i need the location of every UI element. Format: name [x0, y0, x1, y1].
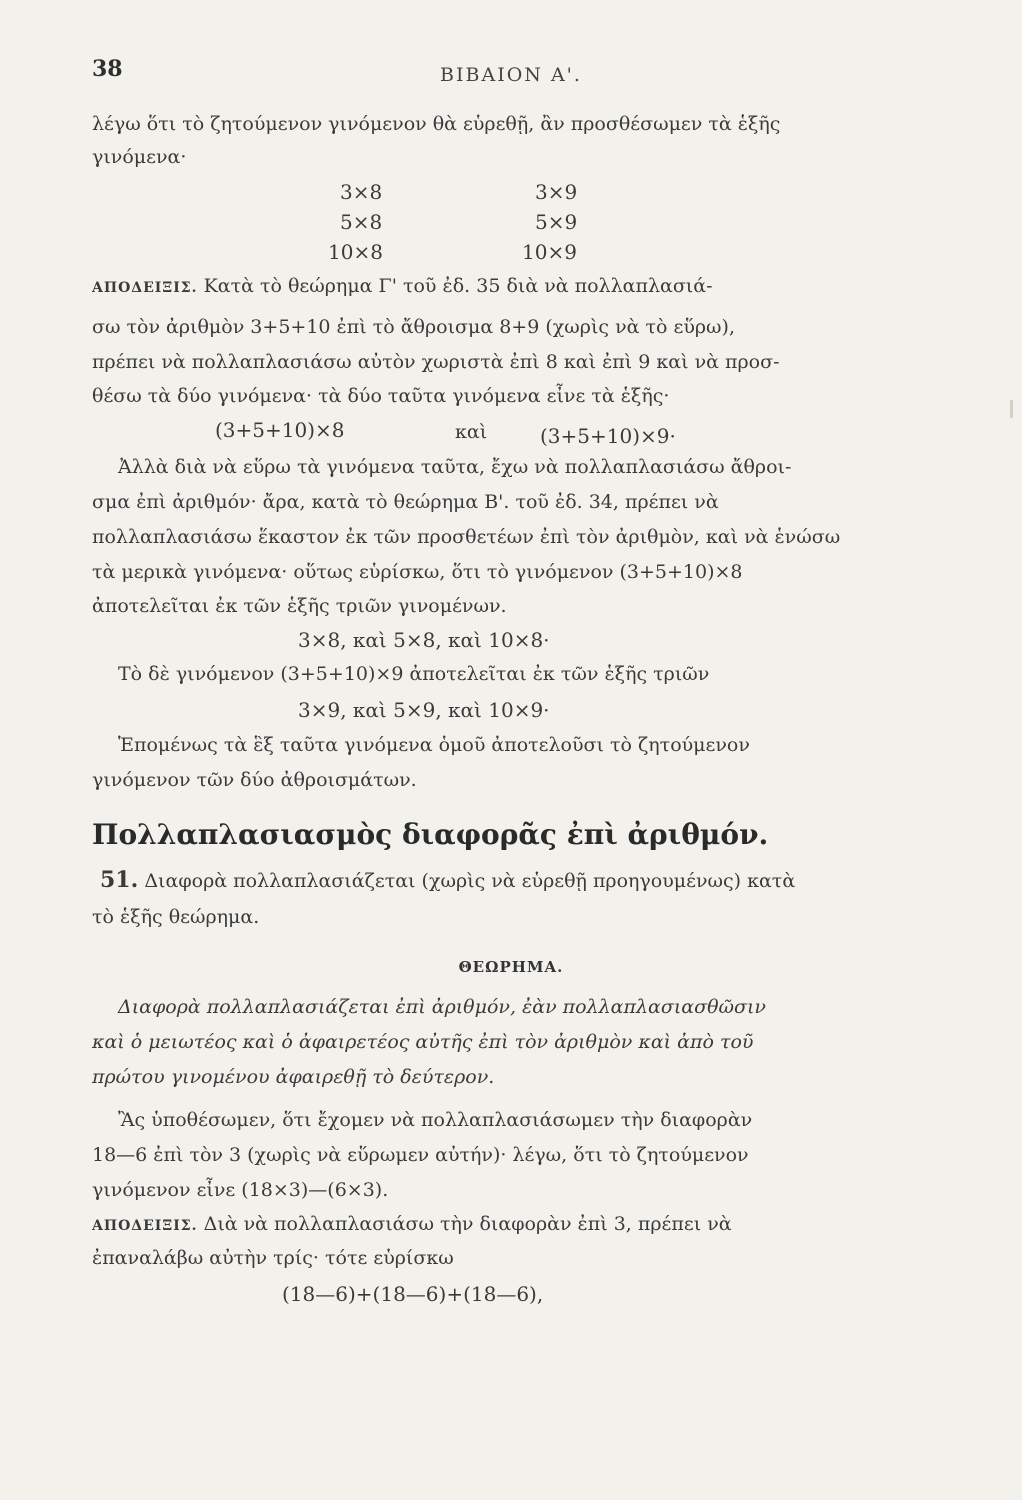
product-3x8: 3×8: [340, 180, 383, 204]
formula-sum-times-8: (3+5+10)×8: [215, 418, 345, 442]
proof-label: ΑΠΟΔΕΙΞΙΣ.: [92, 280, 198, 296]
text-line: σμα ἐπὶ ἀριθμόν· ἄρα, κατὰ τὸ θεώρημα Β'. τοῦ ἐδ. 34, πρέπει νὰ: [92, 491, 719, 513]
running-header: BIBAION A'.: [440, 64, 582, 86]
theorem-title: ΘΕΩΡΗΜΑ.: [458, 958, 564, 976]
product-5x8: 5×8: [340, 210, 383, 234]
theorem-line: πρώτου γινομένου ἀφαιρεθῇ τὸ δεύτερον.: [92, 1066, 495, 1088]
paragraph-51: [100, 868, 795, 893]
text-line: γινόμενον τῶν δύο ἀθροισμάτων.: [92, 769, 417, 791]
text-line: τὸ ἑξῆς θεώρημα.: [92, 906, 260, 928]
theorem-line: Διαφορὰ πολλαπλασιάζεται ἐπὶ ἀριθμόν, ἐὰν πολλαπλασιασθῶσιν: [118, 996, 766, 1018]
formula-products-8: 3×8, καὶ 5×8, καὶ 10×8·: [298, 628, 550, 652]
paragraph-number: 51.: [100, 867, 139, 893]
formula-sum-times-9: (3+5+10)×9·: [540, 424, 676, 448]
formula-products-9: 3×9, καὶ 5×9, καὶ 10×9·: [298, 698, 550, 722]
text-line: πολλαπλασιάσω ἕκαστον ἐκ τῶν προσθετέων ἐπὶ τὸν ἀριθμὸν, καὶ νὰ ἑνώσω: [92, 526, 841, 548]
page-number: 38: [92, 56, 123, 82]
text-line: 18—6 ἐπὶ τὸν 3 (χωρὶς νὰ εὕρωμεν αὐτήν)· λέγω, ὅτι τὸ ζητούμενον: [92, 1144, 749, 1166]
text-line: πρέπει νὰ πολλαπλασιάσω αὐτὸν χωριστὰ ἐπὶ 8 καὶ ἐπὶ 9 καὶ νὰ προσ-: [92, 351, 780, 373]
text-line: Ἀλλὰ διὰ νὰ εὕρω τὰ γινόμενα ταῦτα, ἔχω νὰ πολλαπλασιάσω ἄθροι-: [118, 456, 792, 478]
proof-line: [92, 274, 713, 300]
section-heading: Πολλαπλασιασμὸς διαφορᾶς ἐπὶ ἀριθμόν.: [92, 818, 769, 851]
proof-text: Κατὰ τὸ θεώρημα Γ' τοῦ ἐδ. 35 διὰ νὰ πολλαπλασιά-: [203, 275, 713, 297]
page-edge-mark: [1010, 400, 1013, 418]
product-5x9: 5×9: [535, 210, 578, 234]
text-line: γινόμενον εἶνε (18×3)—(6×3).: [92, 1179, 389, 1201]
conjunction: καὶ: [455, 421, 488, 443]
text-line: Ἂς ὑποθέσωμεν, ὅτι ἔχομεν νὰ πολλαπλασιάσωμεν τὴν διαφορὰν: [118, 1109, 753, 1131]
product-3x9: 3×9: [535, 180, 578, 204]
text-line: ἐπαναλάβω αὐτὴν τρίς· τότε εὑρίσκω: [92, 1247, 454, 1269]
product-10x8: 10×8: [328, 240, 383, 264]
proof-text: Διὰ νὰ πολλαπλασιάσω τὴν διαφορὰν ἐπὶ 3, πρέπει νὰ: [203, 1213, 732, 1235]
text-line: ἀποτελεῖται ἐκ τῶν ἑξῆς τριῶν γινομένων.: [92, 595, 507, 617]
text-line: Ἑπομένως τὰ ἓξ ταῦτα γινόμενα ὁμοῦ ἀποτελοῦσι τὸ ζητούμενον: [118, 734, 750, 756]
text-line: Τὸ δὲ γινόμενον (3+5+10)×9 ἀποτελεῖται ἐκ τῶν ἑξῆς τριῶν: [118, 663, 710, 685]
paragraph-text: Διαφορὰ πολλαπλασιάζεται (χωρὶς νὰ εὑρεθῇ προηγουμένως) κατὰ: [144, 870, 796, 892]
proof-label: ΑΠΟΔΕΙΞΙΣ.: [92, 1218, 198, 1234]
text-line: λέγω ὅτι τὸ ζητούμενον γινόμενον θὰ εὑρεθῇ, ἂν προσθέσωμεν τὰ ἑξῆς: [92, 113, 781, 135]
product-10x9: 10×9: [522, 240, 577, 264]
theorem-line: καὶ ὁ μειωτέος καὶ ὁ ἀφαιρετέος αὐτῆς ἐπὶ τὸν ἀριθμὸν καὶ ἀπὸ τοῦ: [92, 1031, 754, 1053]
proof-line: [92, 1212, 732, 1238]
text-line: γινόμενα·: [92, 146, 187, 168]
formula-repeated-difference: (18—6)+(18—6)+(18—6),: [282, 1282, 544, 1306]
text-line: τὰ μερικὰ γινόμενα· οὕτως εὑρίσκω, ὅτι τὸ γινόμενον (3+5+10)×8: [92, 561, 743, 583]
text-line: σω τὸν ἀριθμὸν 3+5+10 ἐπὶ τὸ ἄθροισμα 8+9 (χωρὶς νὰ τὸ εὕρω),: [92, 316, 735, 338]
text-line: θέσω τὰ δύο γινόμενα· τὰ δύο ταῦτα γινόμενα εἶνε τὰ ἑξῆς·: [92, 385, 670, 407]
